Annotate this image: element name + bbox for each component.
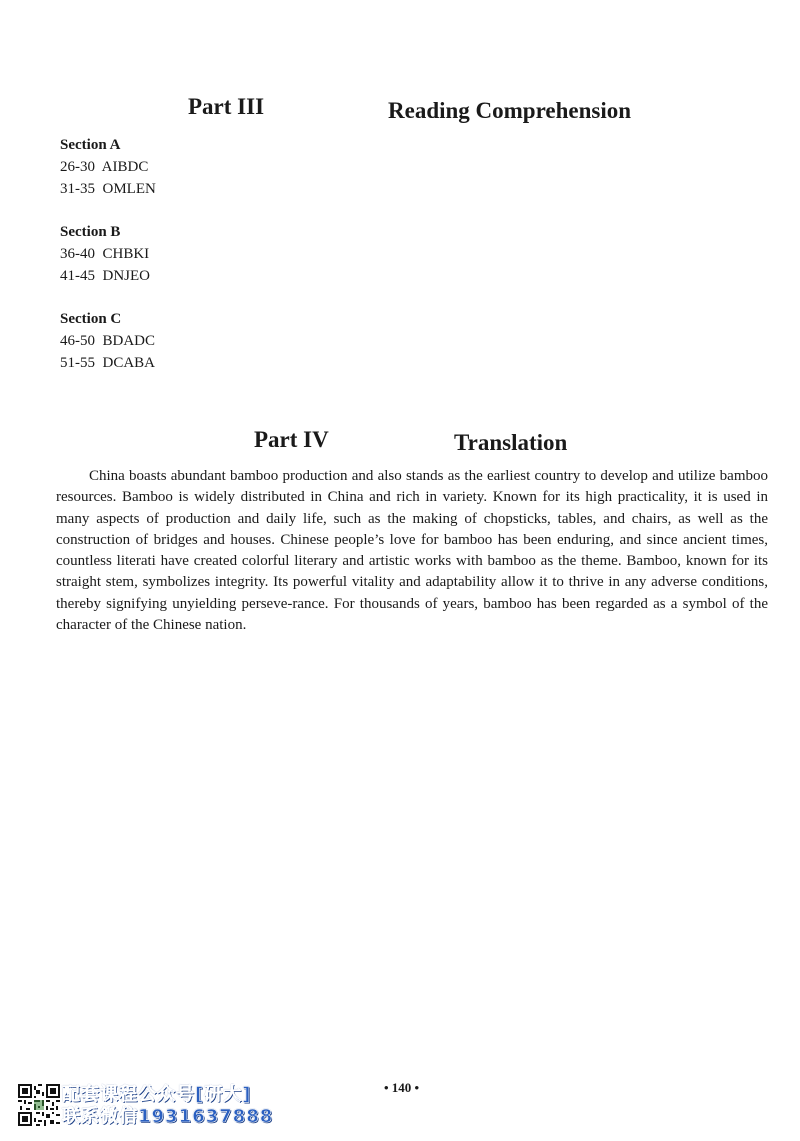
part-iv-label: Part IV [254,427,329,452]
answer-line: 51-55 DCABA [60,355,156,371]
answer-line: 31-35 OMLEN [60,181,156,197]
answer-line: 26-30 AIBDC [60,159,149,175]
answer-line: 41-45 DNJEO [60,268,150,284]
section-a-title: Section A [60,137,121,153]
section-b-title: Section B [60,224,121,240]
page-number: • 140 • [384,1080,420,1095]
translation-paragraph: China boasts abundant bamboo production and also stands as the earliest country to develop and utilize bamboo resources. Bamboo is widely distributed in China and rich in variety. Known for its high practicality, it is used in many aspects of production and daily life, such as the making of chopsticks, tables, and chairs, as well as the construction of bridges and houses. Chinese people’s love for bamboo has been enduring, and since ancient times, countless literati have created colorful literary and artistic works with bamboo as the theme. Bamboo, known for its straight stem, symbolizes integrity. Its powerful vitality and adaptability allow it to thrive in any adverse conditions, thereby signifying unyielding perseve-rance. For thousands of years, bamboo has been regarded as a symbol of the character of the Chinese nation. [56,468,768,634]
answer-line: 36-40 CHBKI [60,246,150,262]
section-c-title: Section C [60,311,122,327]
answer-line: 46-50 BDADC [60,333,156,349]
watermark-line-1: 配套课程公众号[研大] [62,1084,252,1105]
part-iv-title: Translation [454,430,568,455]
part-iii-title: Reading Comprehension [388,98,632,123]
qr-code-icon [18,1084,60,1126]
part-iii-label: Part III [188,94,265,119]
watermark-line-2: 联系微信1931637888 [62,1106,274,1127]
